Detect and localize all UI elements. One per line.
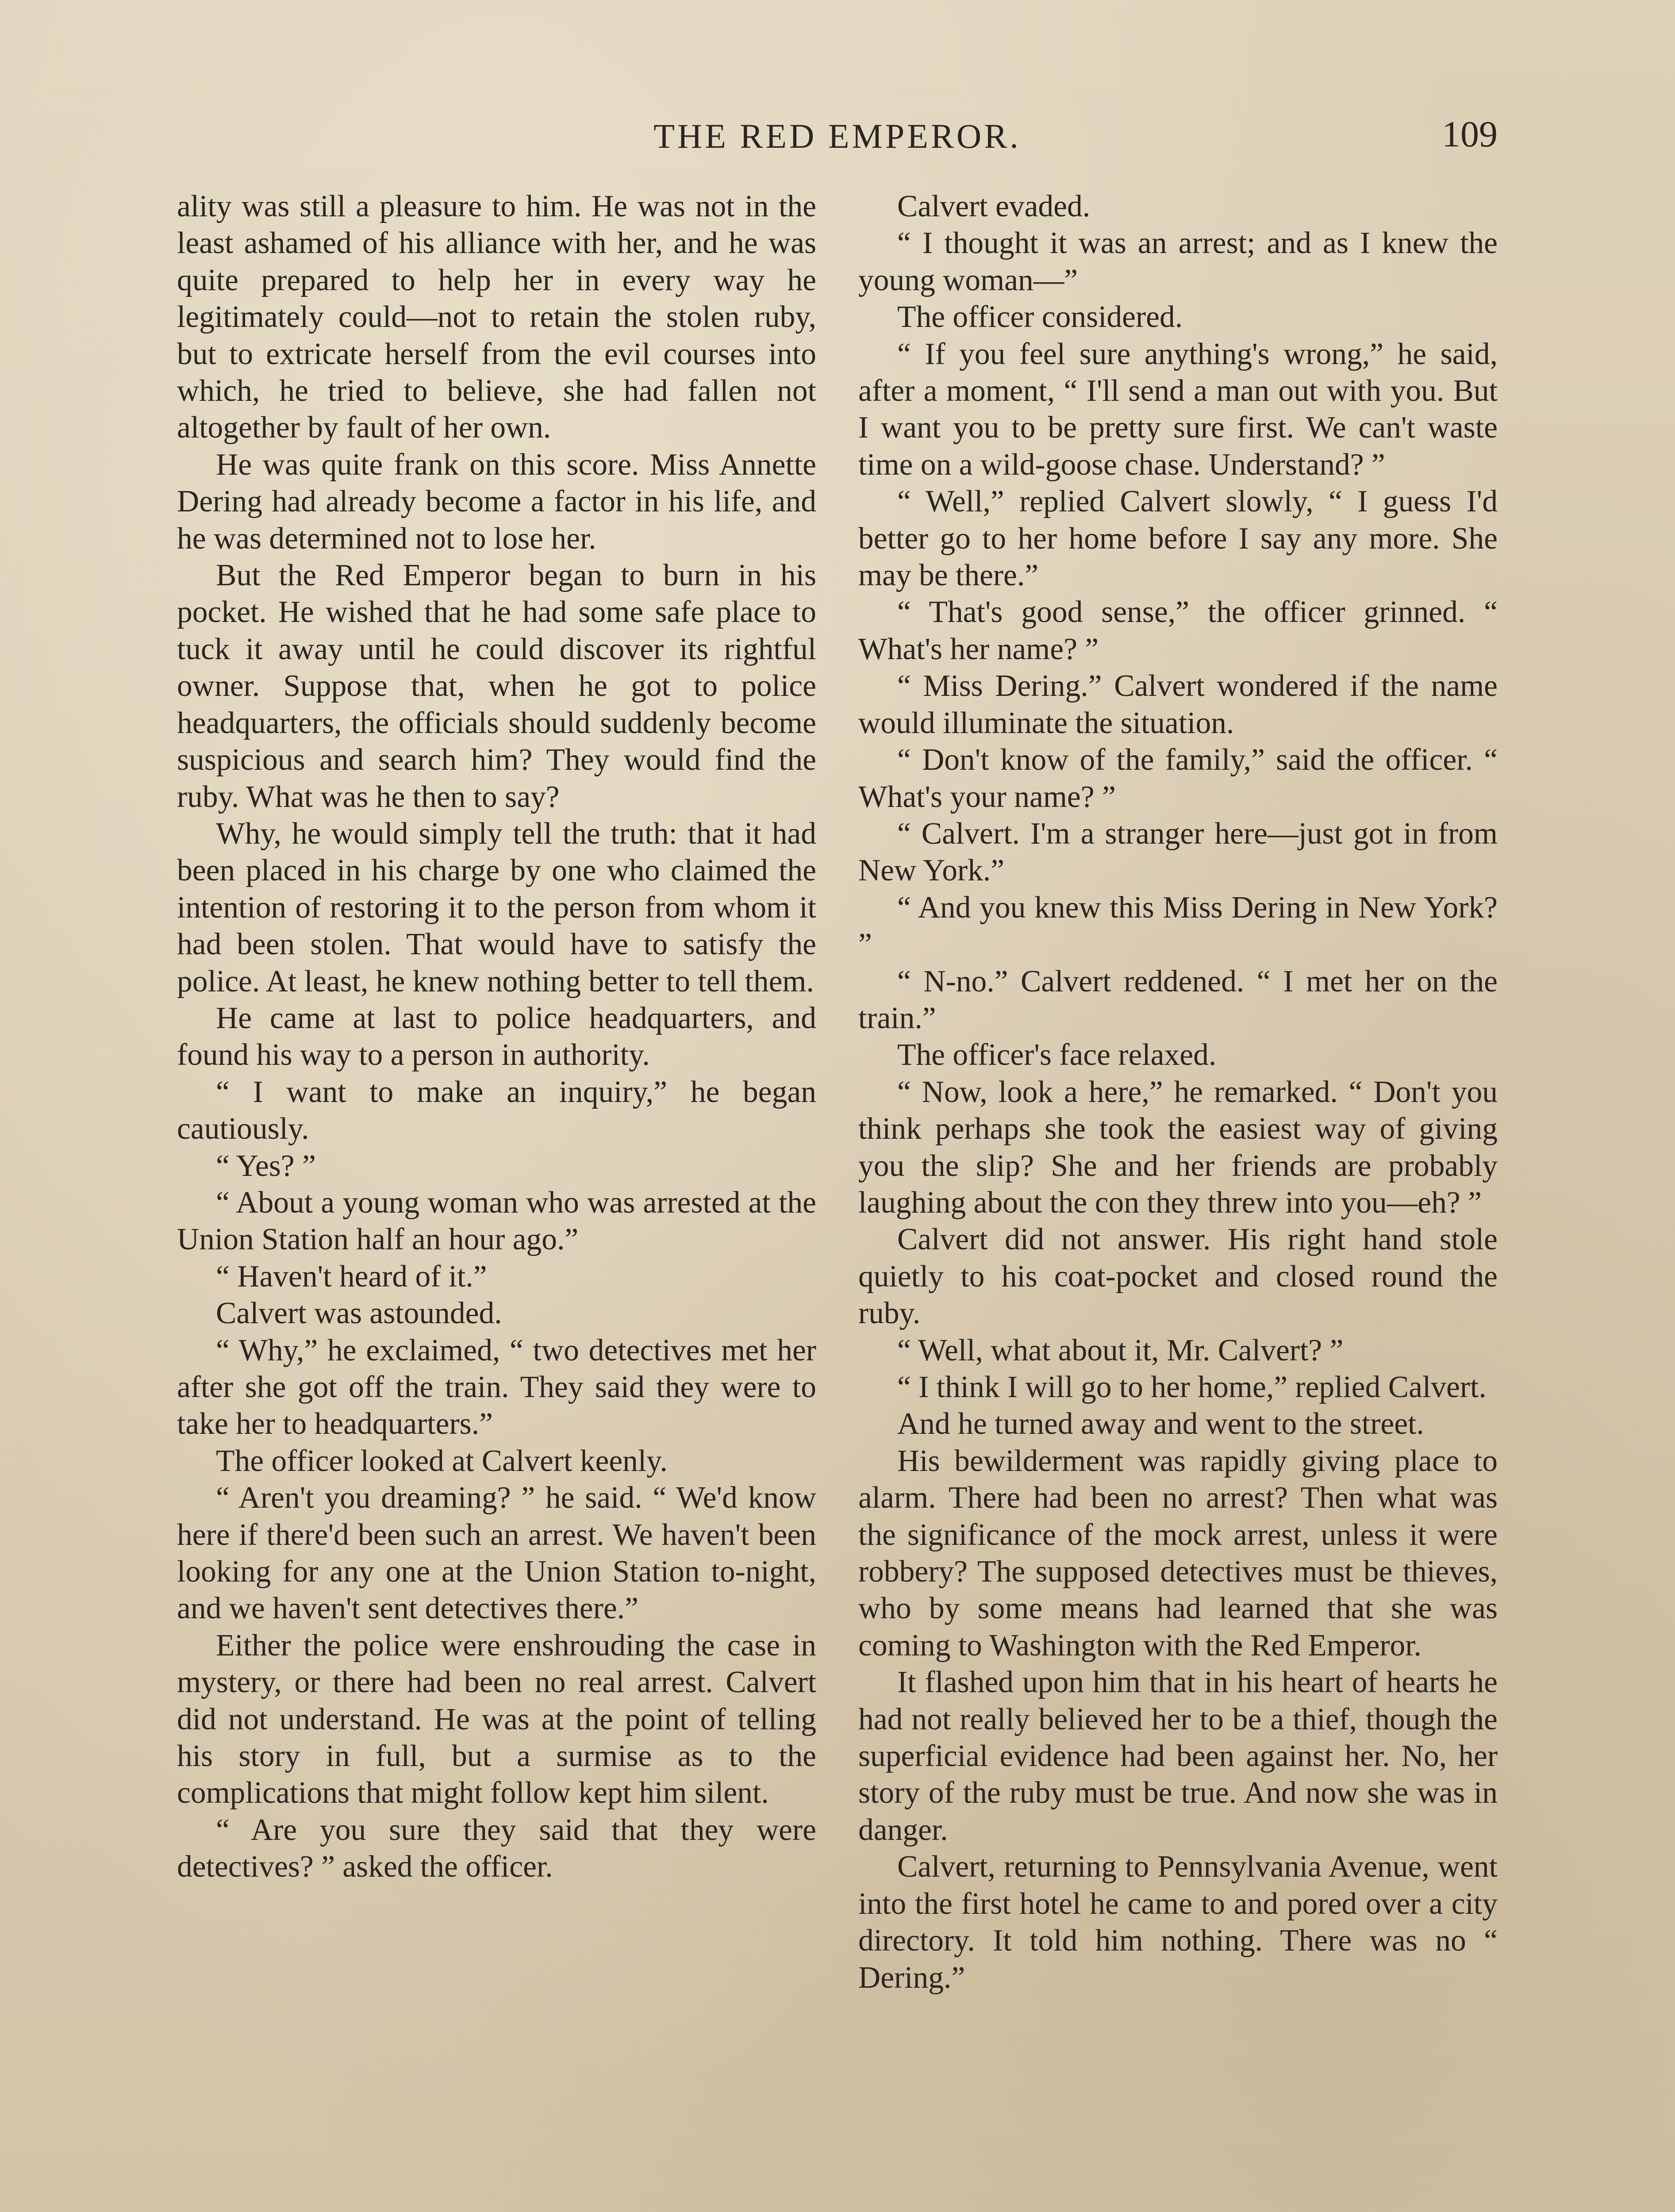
paragraph: “ Now, look a here,” he remarked. “ Don't you think perhaps she took the easiest way of giving you the slip? She and her friends are probably laughing about the con they threw into you—eh? ”: [858, 1075, 1498, 1220]
paragraph: The officer's face relaxed.: [897, 1038, 1217, 1072]
paragraph: And he turned away and went to the street.: [897, 1407, 1424, 1441]
paragraph: “ Haven't heard of it.”: [216, 1259, 487, 1294]
paragraph: “ Don't know of the family,” said the officer. “ What's your name? ”: [858, 743, 1498, 814]
paragraph: “ That's good sense,” the officer grinned. “ What's her name? ”: [858, 595, 1498, 666]
paragraph: “ Aren't you dreaming? ” he said. “ We'd know here if there'd been such an arrest. We haven't been looking for any one at the Union Station to-night, and we haven't sent detectives there.”: [177, 1481, 816, 1626]
paragraph: “ Well,” replied Calvert slowly, “ I guess I'd better go to her home before I say any more. She may be there.”: [858, 484, 1498, 593]
paragraph: “ Yes? ”: [216, 1148, 316, 1183]
paragraph: “ If you feel sure anything's wrong,” he said, after a moment, “ I'll send a man out with you. But I want you to be pretty sure first. We can't waste time on a wild-goose chase. Understand? ”: [858, 337, 1498, 482]
paragraph: “ Why,” he exclaimed, “ two detectives met her after she got off the train. They said they were to take her to headquarters.”: [177, 1333, 816, 1441]
paragraph: “ I think I will go to her home,” replied Calvert.: [897, 1370, 1487, 1404]
paragraph: “ I want to make an inquiry,” he began cautiously.: [177, 1075, 816, 1146]
paragraph: Calvert did not answer. His right hand stole quietly to his coat-pocket and closed round the ruby.: [858, 1222, 1498, 1331]
paragraph: “ N-no.” Calvert reddened. “ I met her on the train.”: [858, 964, 1498, 1035]
left-column: [177, 188, 816, 2212]
right-column: [858, 188, 1498, 2212]
paragraph: “ I thought it was an arrest; and as I knew the young woman—”: [858, 226, 1498, 297]
paragraph: “ Are you sure they said that they were detectives? ” asked the officer.: [177, 1813, 816, 1884]
paragraph: Why, he would simply tell the truth: that it had been placed in his charge by one who claimed the intention of restoring it to the person from whom it had been stolen. That would have to satisfy the police. At least, he knew nothing better to tell them.: [177, 816, 816, 998]
paragraph: Calvert was astounded.: [216, 1296, 502, 1331]
paragraph: The officer considered.: [897, 300, 1183, 334]
page-header: [177, 113, 1498, 161]
paragraph: His bewilderment was rapidly giving place to alarm. There had been no arrest? Then what was the significance of the mock arrest, unless it were robbery? The supposed detectives must be thieves, who by some means had learned that she was coming to Washington with the Red Emperor.: [858, 1444, 1498, 1663]
running-title: THE RED EMPEROR.: [653, 117, 1021, 155]
paragraph: Calvert evaded.: [897, 189, 1091, 223]
paragraph: ality was still a pleasure to him. He was not in the least ashamed of his alliance with her, and he was quite prepared to help her in every way he legitimately could—not to retain the stolen ruby, but to extricate herself from the evil courses into which, he tried to believe, she had fallen not altogether by fault of her own.: [177, 189, 816, 445]
page-number: 109: [1442, 114, 1498, 155]
paragraph: He came at last to police headquarters, and found his way to a person in authority.: [177, 1001, 816, 1072]
paragraph: The officer looked at Calvert keenly.: [216, 1444, 668, 1478]
paragraph: “ Calvert. I'm a stranger here—just got in from New York.”: [858, 816, 1498, 888]
paragraph: “ About a young woman who was arrested at the Union Station half an hour ago.”: [177, 1185, 816, 1257]
paragraph: But the Red Emperor began to burn in his pocket. He wished that he had some safe place to tuck it away until he could discover its rightful owner. Suppose that, when he got to police headquarters, the officials should suddenly become suspicious and search him? They would find the ruby. What was he then to say?: [177, 558, 816, 814]
paragraph: He was quite frank on this score. Miss Annette Dering had already become a factor in his life, and he was determined not to lose her.: [177, 447, 816, 556]
paragraph: “ And you knew this Miss Dering in New York? ”: [858, 890, 1498, 962]
paragraph: It flashed upon him that in his heart of hearts he had not really believed her to be a thief, though the superficial evidence had been against her. No, her story of the ruby must be true. And now she was in danger.: [858, 1665, 1498, 1847]
paragraph: Either the police were enshrouding the case in mystery, or there had been no real arrest. Calvert did not understand. He was at the point of telling his story in full, but a surmise as to the complications that might follow kept him silent.: [177, 1628, 816, 1810]
paragraph: Calvert, returning to Pennsylvania Avenue, went into the first hotel he came to and pored over a city directory. It told him nothing. There was no “ Dering.”: [858, 1850, 1498, 1995]
paragraph: “ Miss Dering.” Calvert wondered if the name would illuminate the situation.: [858, 669, 1498, 740]
paragraph: “ Well, what about it, Mr. Calvert? ”: [897, 1333, 1344, 1367]
